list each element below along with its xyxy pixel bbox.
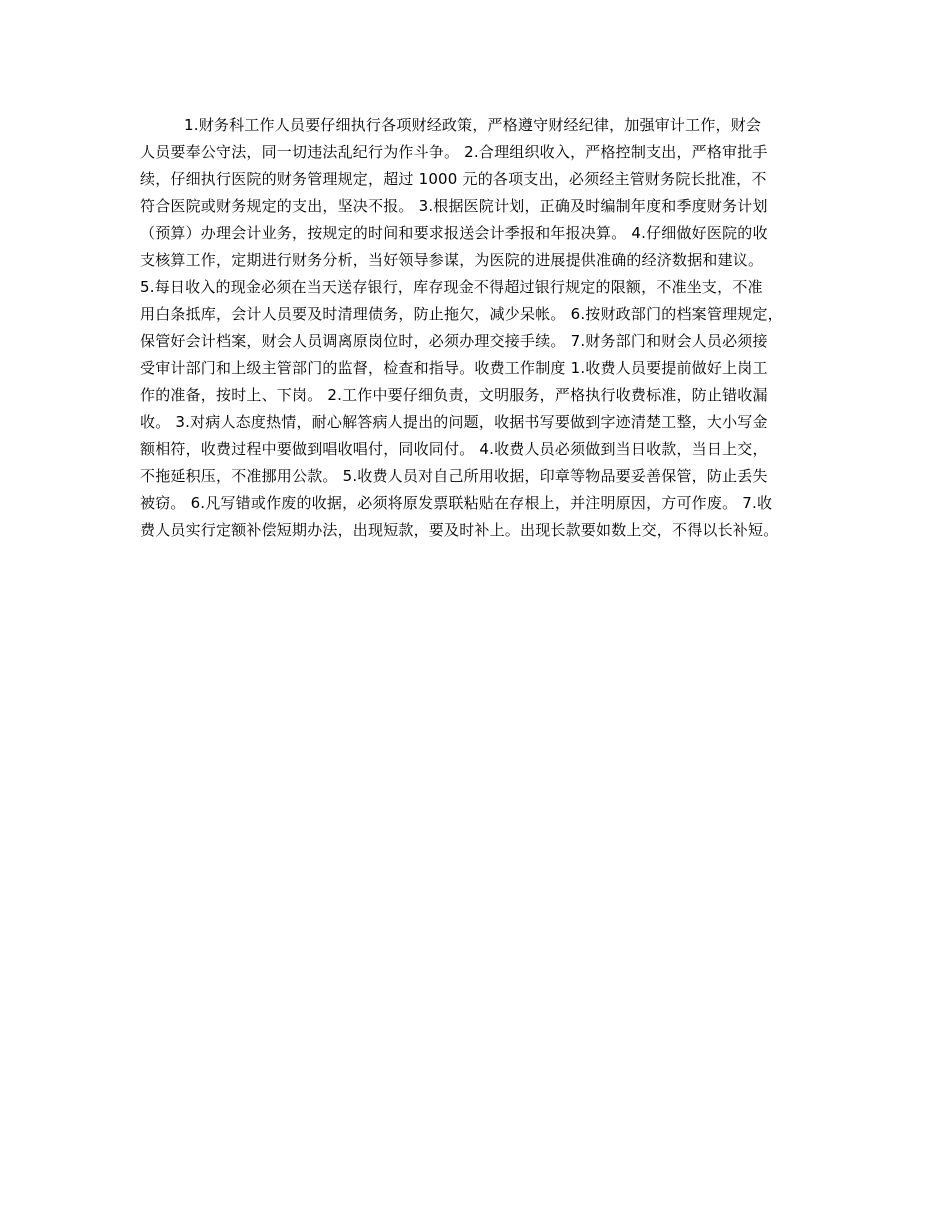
paragraph-line: 符合医院或财务规定的支出，坚决不报。 3.根据医院计划，正确及时编制年度和季度财务计划: [140, 197, 768, 215]
paragraph-line: 费人员实行定额补偿短期办法，出现短款，要及时补上。出现长款要如数上交，不得以长补短。: [140, 521, 779, 539]
paragraph-line: 续，仔细执行医院的财务管理规定，超过 1000 元的各项支出，必须经主管财务院长批准，不: [140, 170, 767, 188]
paragraph-line: 5.每日收入的现金必须在当天送存银行，库存现金不得超过银行规定的限额，不准坐支，不准: [140, 278, 763, 296]
paragraph-line: 人员要奉公守法，同一切违法乱纪行为作斗争。 2.合理组织收入，严格控制支出，严格审批手: [140, 143, 768, 161]
paragraph-line: 用白条抵库，会计人员要及时清理债务，防止拖欠，减少呆帐。 6.按财政部门的档案管理规定，: [140, 305, 783, 323]
paragraph-line: 作的准备，按时上、下岗。 2.工作中要仔细负责，文明服务，严格执行收费标准，防止错收漏: [140, 386, 768, 404]
paragraph-line: 收。 3.对病人态度热情，耐心解答病人提出的问题，收据书写要做到字迹清楚工整，大小写金: [140, 413, 768, 431]
paragraph-line: 额相符，收费过程中要做到唱收唱付，同收同付。 4.收费人员必须做到当日收款，当日上交，: [140, 440, 768, 458]
body-paragraph: [140, 112, 830, 544]
paragraph-line: 保管好会计档案，财会人员调离原岗位时，必须办理交接手续。 7.财务部门和财会人员必须接: [140, 332, 768, 350]
paragraph-line: （预算）办理会计业务，按规定的时间和要求报送会计季报和年报决算。 4.仔细做好医院的收: [140, 224, 768, 242]
paragraph-line: 支核算工作，定期进行财务分析，当好领导参谋，为医院的进展提供准确的经济数据和建议。: [140, 251, 764, 269]
paragraph-line: 1.财务科工作人员要仔细执行各项财经政策，严格遵守财经纪律，加强审计工作，财会: [184, 116, 762, 134]
paragraph-line: 不拖延积压，不准挪用公款。 5.收费人员对自己所用收据，印章等物品要妥善保管，防止丢失: [140, 467, 768, 485]
paragraph-line: 受审计部门和上级主管部门的监督，检查和指导。收费工作制度 1.收费人员要提前做好上岗工: [140, 359, 768, 377]
paragraph-line: 被窃。 6.凡写错或作废的收据，必须将原发票联粘贴在存根上，并注明原因，方可作废。 7.收: [140, 494, 773, 512]
